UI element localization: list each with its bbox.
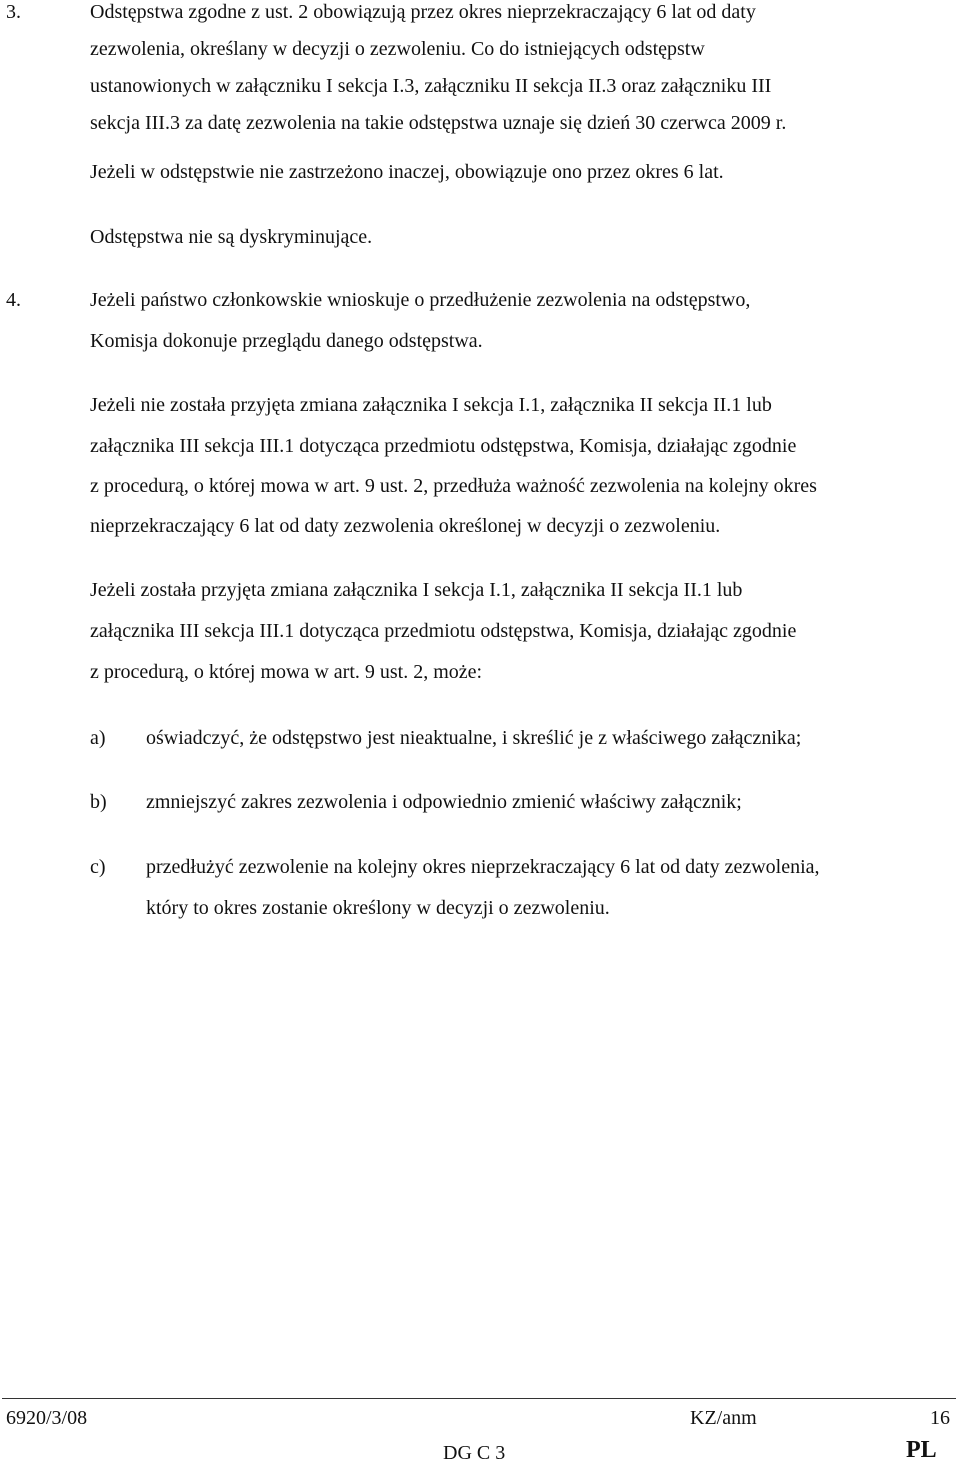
list-item-c-label: c): [90, 856, 106, 878]
list-item-a-label: a): [90, 727, 106, 749]
list-item-c-text-line-2: który to okres zostanie określony w decyzji o zezwoleniu.: [146, 897, 610, 919]
section-4-para1-line-1: Jeżeli państwo członkowskie wnioskuje o przedłużenie zezwolenia na odstępstwo,: [90, 289, 751, 311]
section-4-para1-line-2: Komisja dokonuje przeglądu danego odstępstwa.: [90, 330, 483, 352]
list-item-a-text: oświadczyć, że odstępstwo jest nieaktualne, i skreślić je z właściwego załącznika;: [146, 727, 802, 749]
footer-doc-ref: 6920/3/08: [6, 1407, 88, 1429]
section-3-line-1: Odstępstwa zgodne z ust. 2 obowiązują przez okres nieprzekraczający 6 lat od daty: [90, 1, 756, 23]
list-item-b-text: zmniejszyć zakres zezwolenia i odpowiednio zmienić właściwy załącznik;: [146, 791, 742, 813]
section-4-para2-line-3: z procedurą, o której mowa w art. 9 ust. 2, przedłuża ważność zezwolenia na kolejny okres: [90, 475, 817, 497]
list-item-c-text-line-1: przedłużyć zezwolenie na kolejny okres nieprzekraczający 6 lat od daty zezwolenia,: [146, 856, 820, 878]
section-3-line-6: Odstępstwa nie są dyskryminujące.: [90, 226, 373, 248]
section-4-para3-line-3: z procedurą, o której mowa w art. 9 ust. 2, może:: [90, 661, 483, 683]
section-3-line-2: zezwolenia, określany w decyzji o zezwoleniu. Co do istniejących odstępstw: [90, 38, 705, 60]
section-4-para2-line-4: nieprzekraczający 6 lat od daty zezwolenia określonej w decyzji o zezwoleniu.: [90, 515, 721, 537]
section-4-para3-line-2: załącznika III sekcja III.1 dotycząca przedmiotu odstępstwa, Komisja, działając zgodnie: [90, 620, 797, 642]
section-3-line-5: Jeżeli w odstępstwie nie zastrzeżono inaczej, obowiązuje ono przez okres 6 lat.: [90, 161, 724, 183]
section-4-number: 4.: [6, 289, 21, 311]
footer-initials: KZ/anm: [690, 1407, 757, 1429]
section-3-number: 3.: [6, 1, 21, 23]
footer-page-number: 16: [930, 1407, 950, 1429]
section-4-para2-line-2: załącznika III sekcja III.1 dotycząca przedmiotu odstępstwa, Komisja, działając zgodnie: [90, 435, 797, 457]
list-item-b-label: b): [90, 791, 107, 813]
footer-divider: [2, 1398, 956, 1399]
section-4-para3-line-1: Jeżeli została przyjęta zmiana załącznika I sekcja I.1, załącznika II sekcja II.1 lub: [90, 579, 743, 601]
footer-dg: DG C 3: [443, 1442, 506, 1464]
section-3-line-4: sekcja III.3 za datę zezwolenia na takie odstępstwa uznaje się dzień 30 czerwca 2009 r.: [90, 112, 787, 134]
footer-language: PL: [906, 1437, 937, 1463]
section-3-line-3: ustanowionych w załączniku I sekcja I.3, załączniku II sekcja II.3 oraz załączniku III: [90, 75, 772, 97]
section-4-para2-line-1: Jeżeli nie została przyjęta zmiana załącznika I sekcja I.1, załącznika II sekcja II.1 lub: [90, 394, 772, 416]
